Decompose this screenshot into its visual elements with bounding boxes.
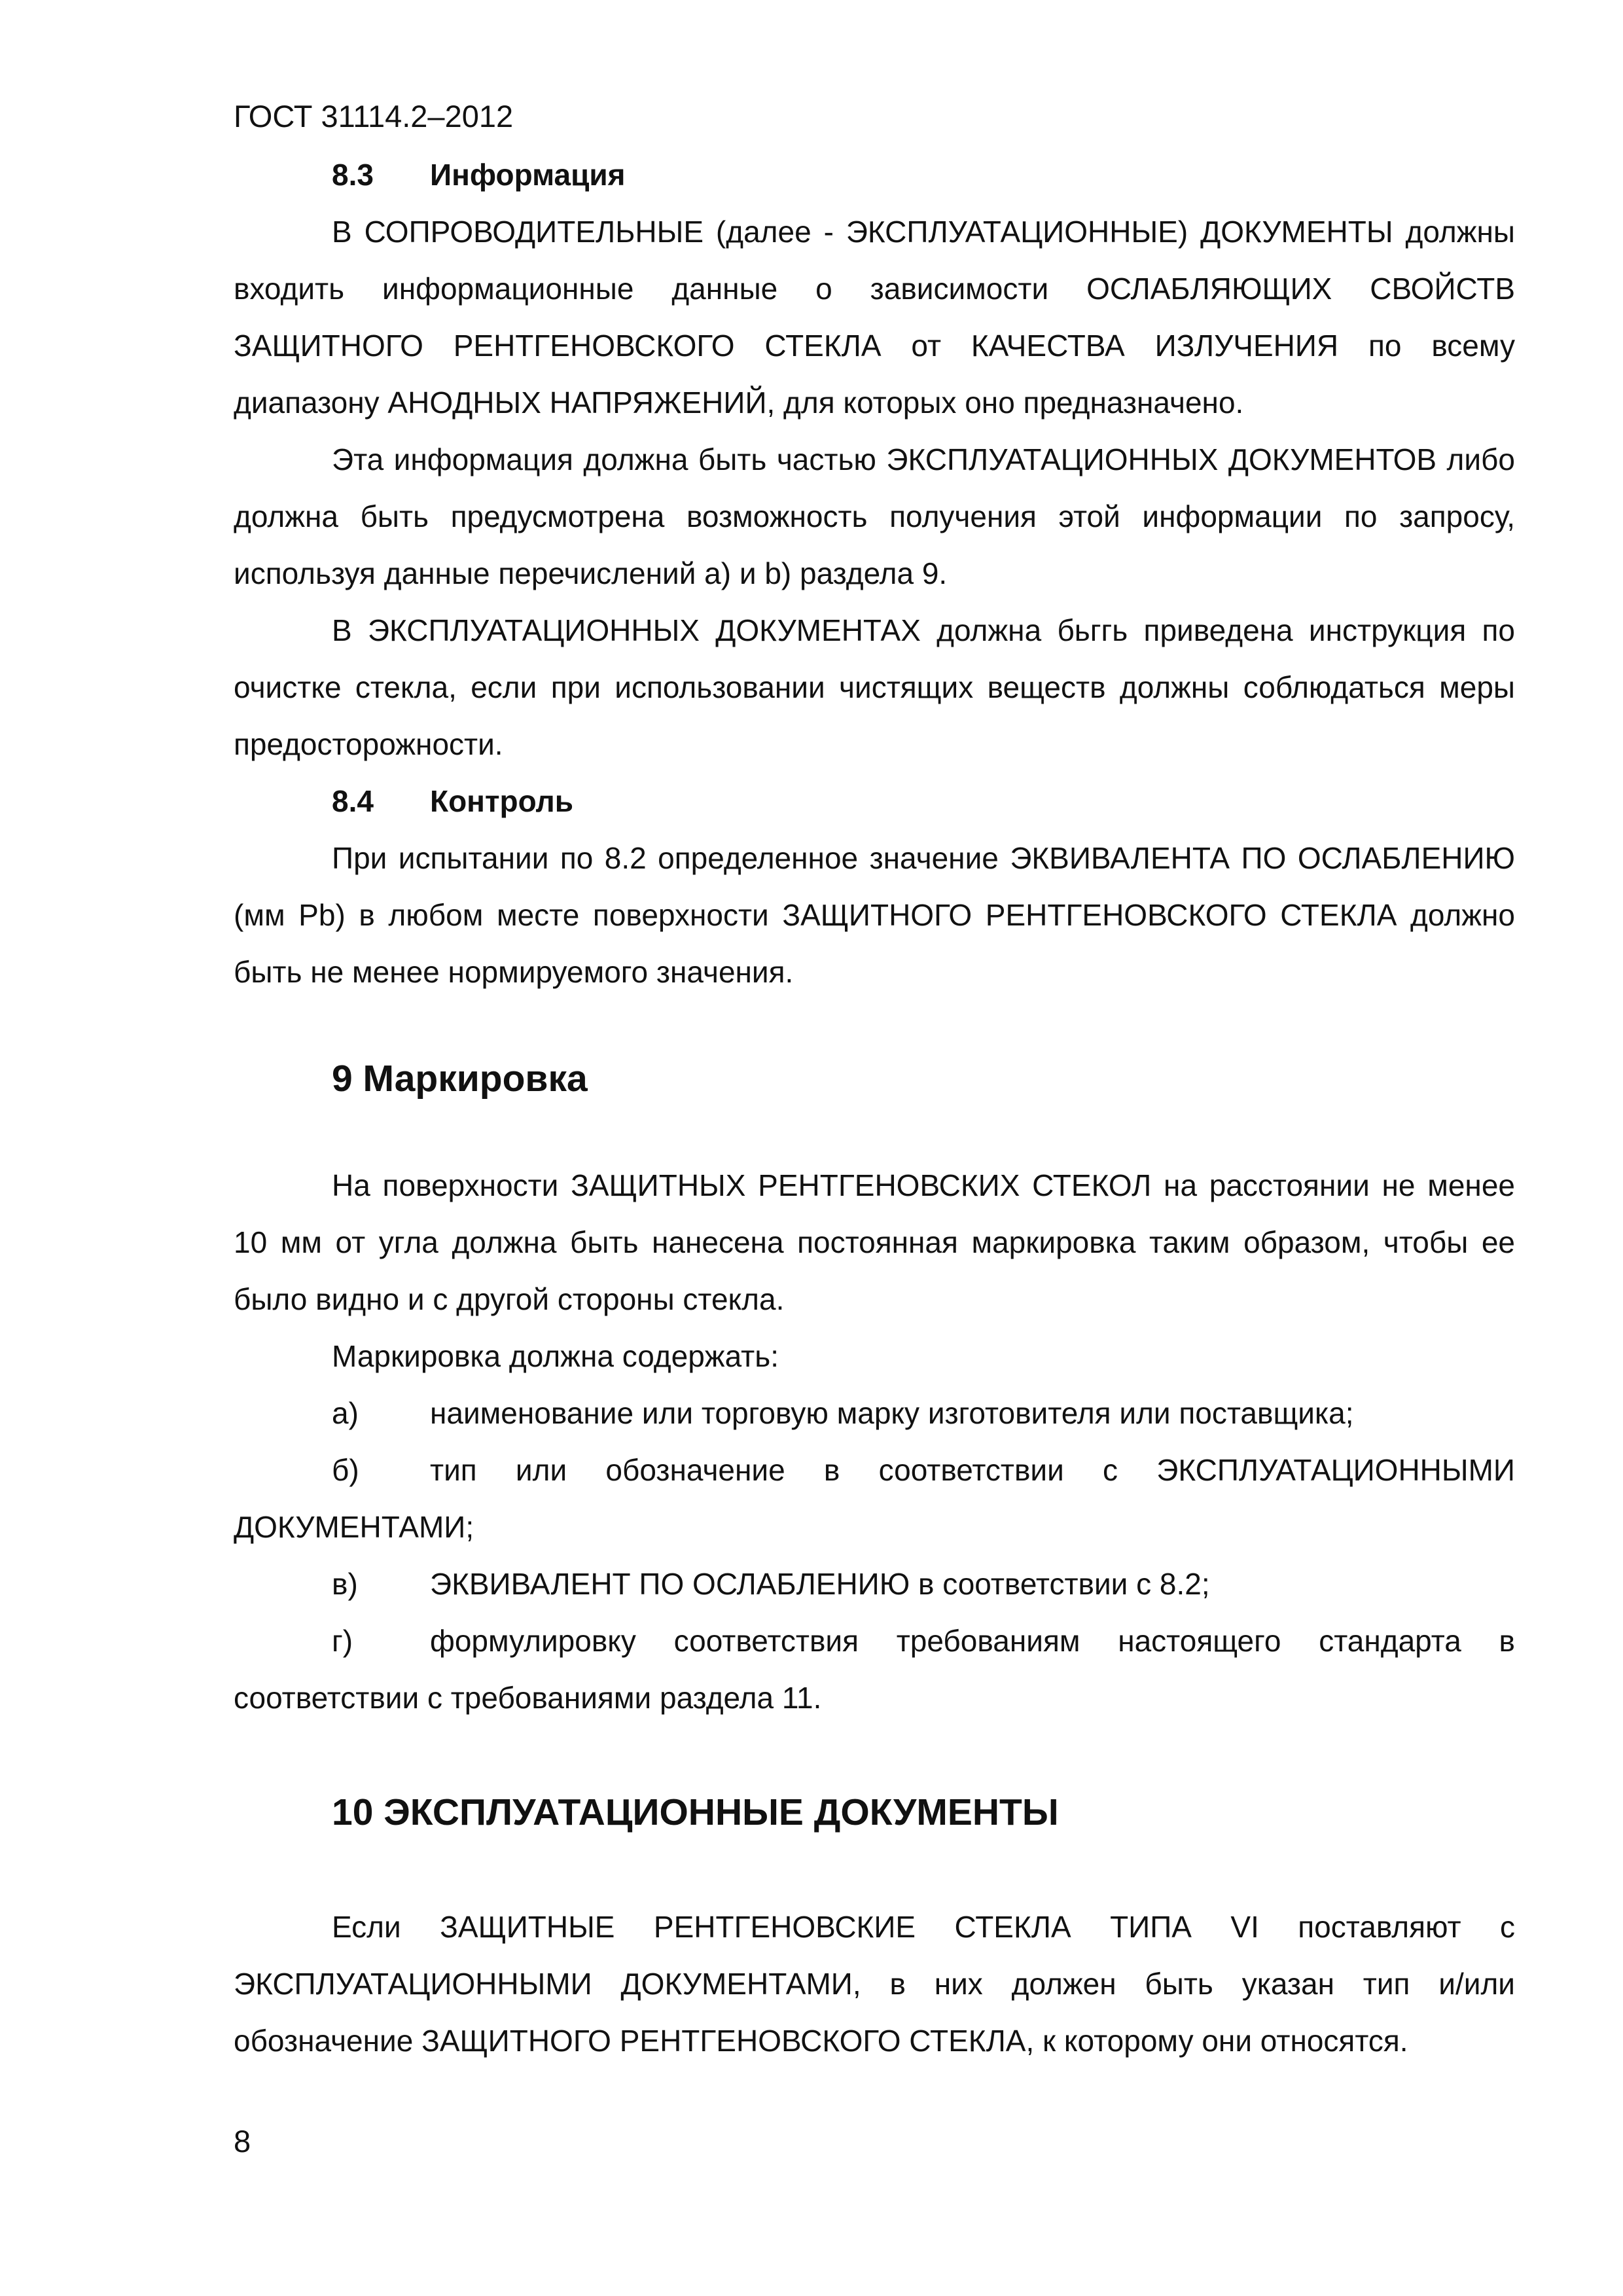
subsection-title: Контроль [430, 784, 574, 818]
paragraph: Эта информация должна быть частью ЭКСПЛУАТАЦИОННЫХ ДОКУМЕНТОВ либо должна быть предусмотрена возможность получения этой информации по запросу, используя данные перечислений а) и b) раздела 9. [234, 442, 1515, 590]
section-9-heading: 9 Маркировка [332, 1058, 588, 1100]
paragraph: Маркировка должна содержать: [332, 1339, 779, 1373]
list-item [234, 1385, 1515, 1442]
subsection-number: 8.3 [332, 158, 374, 192]
list-item [234, 1613, 1515, 1727]
paragraph: На поверхности ЗАЩИТНЫХ РЕНТГЕНОВСКИХ СТЕКОЛ на расстоянии не менее 10 мм от угла должна быть нанесена постоянная маркировка таким образом, чтобы ее было видно и с другой стороны стекла. [234, 1168, 1515, 1316]
list-item [234, 1556, 1515, 1613]
paragraph: В СОПРОВОДИТЕЛЬНЫЕ (далее - ЭКСПЛУАТАЦИОННЫЕ) ДОКУМЕНТЫ должны входить информационные данные о зависимости ОСЛАБЛЯЮЩИХ СВОЙСТВ ЗАЩИТНОГО РЕНТГЕНОВСКОГО СТЕКЛА от КАЧЕСТВА ИЗЛУЧЕНИЯ по всему диапазону АНОДНЫХ НАПРЯЖЕНИЙ, для которых оно предназначено. [234, 215, 1515, 420]
list-item-label: в) [332, 1567, 358, 1601]
document-header: ГОСТ 31114.2–2012 [234, 99, 514, 134]
list-item-text: наименование или торговую марку изготовителя или поставщика; [430, 1396, 1354, 1430]
paragraph: В ЭКСПЛУАТАЦИОННЫХ ДОКУМЕНТАХ должна бьггь приведена инструкция по очистке стекла, если при использовании чистящих веществ должны соблюдаться меры предосторожности. [234, 613, 1515, 761]
section-10-heading: 10 ЭКСПЛУАТАЦИОННЫЕ ДОКУМЕНТЫ [332, 1791, 1059, 1833]
list-item-text: формулировку соответствия требованиям настоящего стандарта в соответствии с требованиями раздела 11. [234, 1624, 1515, 1715]
subsection-8-4-heading [234, 773, 1515, 830]
list-item [234, 1442, 1515, 1556]
list-item-label: г) [332, 1624, 353, 1658]
subsection-8-3-heading [234, 147, 1515, 204]
subsection-number: 8.4 [332, 784, 374, 818]
list-item-label: а) [332, 1396, 359, 1430]
list-item-text: ЭКВИВАЛЕНТ ПО ОСЛАБЛЕНИЮ в соответствии с 8.2; [430, 1567, 1210, 1601]
list-item-text: тип или обозначение в соответствии с ЭКСПЛУАТАЦИОННЫМИ ДОКУМЕНТАМИ; [234, 1453, 1515, 1544]
paragraph: При испытании по 8.2 определенное значение ЭКВИВАЛЕНТА ПО ОСЛАБЛЕНИЮ (мм Pb) в любом месте поверхности ЗАЩИТНОГО РЕНТГЕНОВСКОГО СТЕКЛА должно быть не менее нормируемого значения. [234, 841, 1515, 989]
paragraph: Если ЗАЩИТНЫЕ РЕНТГЕНОВСКИЕ СТЕКЛА ТИПА VI поставляют с ЭКСПЛУАТАЦИОННЫМИ ДОКУМЕНТАМИ, в них должен быть указан тип и/или обозначение ЗАЩИТНОГО РЕНТГЕНОВСКОГО СТЕКЛА, к которому они относятся. [234, 1910, 1515, 2058]
page-content [234, 147, 1515, 2070]
list-item-label: б) [332, 1453, 359, 1487]
page-number: 8 [234, 2124, 251, 2159]
subsection-title: Информация [430, 158, 626, 192]
